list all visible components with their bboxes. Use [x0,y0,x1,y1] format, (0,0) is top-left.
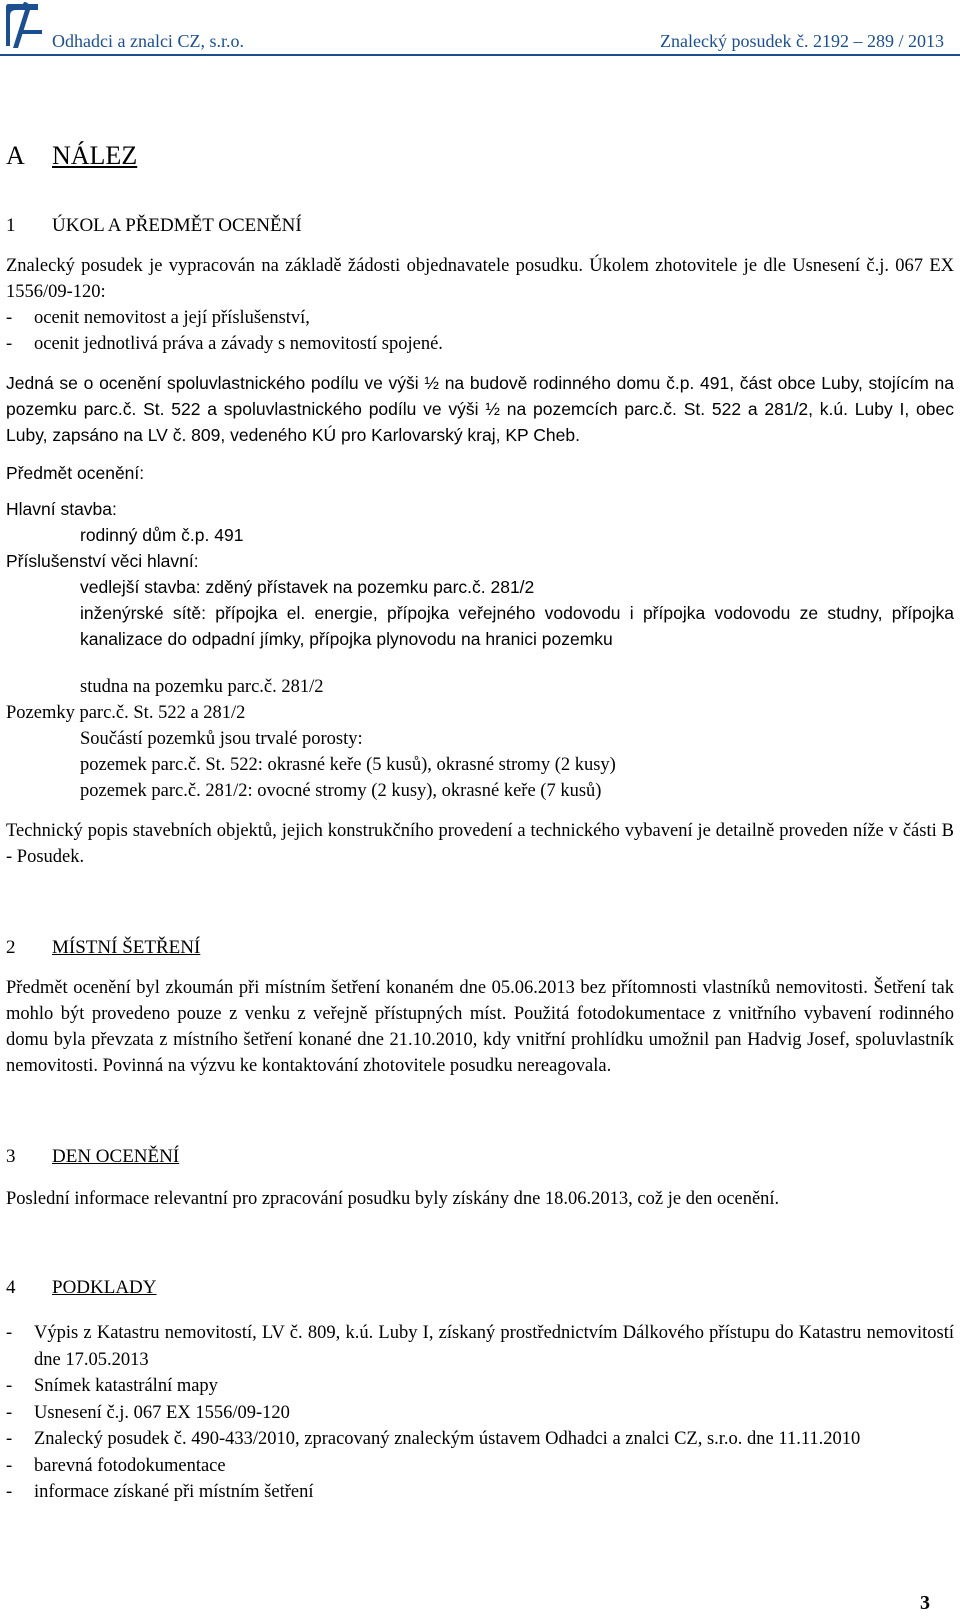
section-1-number: 1 [6,215,16,236]
page-number: 3 [920,1592,930,1614]
page-header [0,0,960,52]
chapter-letter: A [6,141,25,170]
section-1-land [6,674,954,870]
chapter-title: NÁLEZ [52,141,138,170]
land-label: Pozemky parc.č. St. 522 a 281/2 [6,703,246,723]
dash: - [6,308,13,328]
main-building-label: Hlavní stavba: [6,499,117,519]
dash: - [6,334,13,354]
valuation-description: Jedná se o ocenění spoluvlastnického podílu ve výši ½ na budově rodinného domu č.p. 491, část obce Luby, stojícím na pozemku parc.č. St. 522 a spoluvlastnického podílu ve výši ½ na pozemcích parc.č. St. 522 a 281/2, k.ú. Luby I, obec Luby, zapsáno na LV č. 809, vedeného KÚ pro Karlovarský kraj, KP Cheb. [6,373,954,445]
sources-list [6,1320,954,1506]
section-1-heading [6,213,506,241]
section-1-details [6,370,954,652]
section-2-title: MÍSTNÍ ŠETŘENÍ [52,937,201,958]
dash: - [6,1402,13,1423]
section-4-number: 4 [6,1277,16,1298]
section-2-body [6,975,954,1079]
vegetation-item-1: pozemek parc.č. St. 522: okrasné keře (5 kusů), okrasné stromy (2 kusy) [80,755,616,775]
utilities: inženýrské sítě: přípojka el. energie, přípojka veřejného vodovodu i přípojka vodovodu ze studny, přípojka kanalizace do odpadní jímky, přípojka plynovodu na hranici pozemku [80,603,954,649]
well: studna na pozemku parc.č. 281/2 [80,677,324,697]
source-text: barevná fotodokumentace [34,1455,226,1476]
section-3-title: DEN OCENĚNÍ [52,1146,180,1167]
source-text: Znalecký posudek č. 490-433/2010, zpracovaný znaleckým ústavem Odhadci a znalci CZ, s.r.o. dne 11.11.2010 [34,1429,861,1449]
section-3-number: 3 [6,1146,16,1167]
section-4-title: PODKLADY [52,1277,157,1298]
source-item [6,1479,954,1506]
header-company: Odhadci a znalci CZ, s.r.o. [52,31,244,51]
section-2-number: 2 [6,937,16,958]
section-1-body [6,253,954,357]
task-text: ocenit nemovitost a její příslušenství, [34,308,310,328]
accessories-label: Příslušenství věci hlavní: [6,551,199,571]
task-item-2 [6,331,954,357]
source-text: informace získané při místním šetření [34,1482,314,1502]
accessory-building: vedlejší stavba: zděný přístavek na pozemku parc.č. 281/2 [80,577,535,597]
source-item [6,1373,954,1400]
dash: - [6,1376,13,1396]
task-item-1 [6,305,954,331]
source-item [6,1320,954,1373]
section-2-text: Předmět ocenění byl zkoumán při místním šetření konaném dne 05.06.2013 bez přítomnosti vlastníků nemovitosti. Šetření tak mohlo být provedeno pouze z venku z veřejně přístupných míst. Použitá fotodokumentace z vnitřního vybavení rodinného domu byla převzata z místního šetření konané dne 21.10.2010, kdy vnitřní prohlídku umožnil pan Hadvig Josef, spoluvlastník nemovitosti. Povinná na výzvu ke kontaktování zhotovitele posudku nereagovala. [6,978,954,1076]
dash: - [6,1455,13,1476]
dash: - [6,1323,13,1343]
technical-note: Technický popis stavebních objektů, jejich konstrukčního provedení a technického vybavení je detailně proveden níže v části B - Posudek. [6,821,954,867]
source-text: Výpis z Katastru nemovitostí, LV č. 809, k.ú. Luby I, získaný prostřednictvím Dálkového přístupu do Katastru nemovitostí dne 17.05.2013 [34,1323,954,1370]
source-item [6,1400,954,1427]
section-2-heading [6,935,506,963]
header-divider [0,54,960,56]
section-1-title: ÚKOL A PŘEDMĚT OCENĚNÍ [52,215,302,236]
section-1-intro: Znalecký posudek je vypracován na základě žádosti objednavatele posudku. Úkolem zhotovitele je dle Usnesení č.j. 067 EX 1556/09-120: [6,256,954,302]
company-logo-icon [4,0,44,50]
vegetation-item-2: pozemek parc.č. 281/2: ovocné stromy (2 kusy), okrasné keře (7 kusů) [80,781,602,801]
dash: - [6,1482,13,1502]
source-text: Snímek katastrální mapy [34,1376,218,1396]
dash: - [6,1429,13,1449]
section-3-heading [6,1144,506,1172]
section-3-text: Poslední informace relevantní pro zpracování posudku byly získány dne 18.06.2013, což je den ocenění. [6,1189,780,1209]
chapter-heading [6,143,406,179]
vegetation-label: Součástí pozemků jsou trvalé porosty: [80,729,363,749]
section-4-heading [6,1275,506,1303]
source-item [6,1426,954,1453]
section-3-body [6,1186,954,1212]
subject-label: Předmět ocenění: [6,463,145,483]
task-text: ocenit jednotlivá práva a závady s nemovitostí spojené. [34,334,443,354]
header-report-number: Znalecký posudek č. 2192 – 289 / 2013 [660,31,944,51]
source-item [6,1453,954,1480]
main-building: rodinný dům č.p. 491 [80,525,244,545]
source-text: Usnesení č.j. 067 EX 1556/09-120 [34,1402,290,1423]
